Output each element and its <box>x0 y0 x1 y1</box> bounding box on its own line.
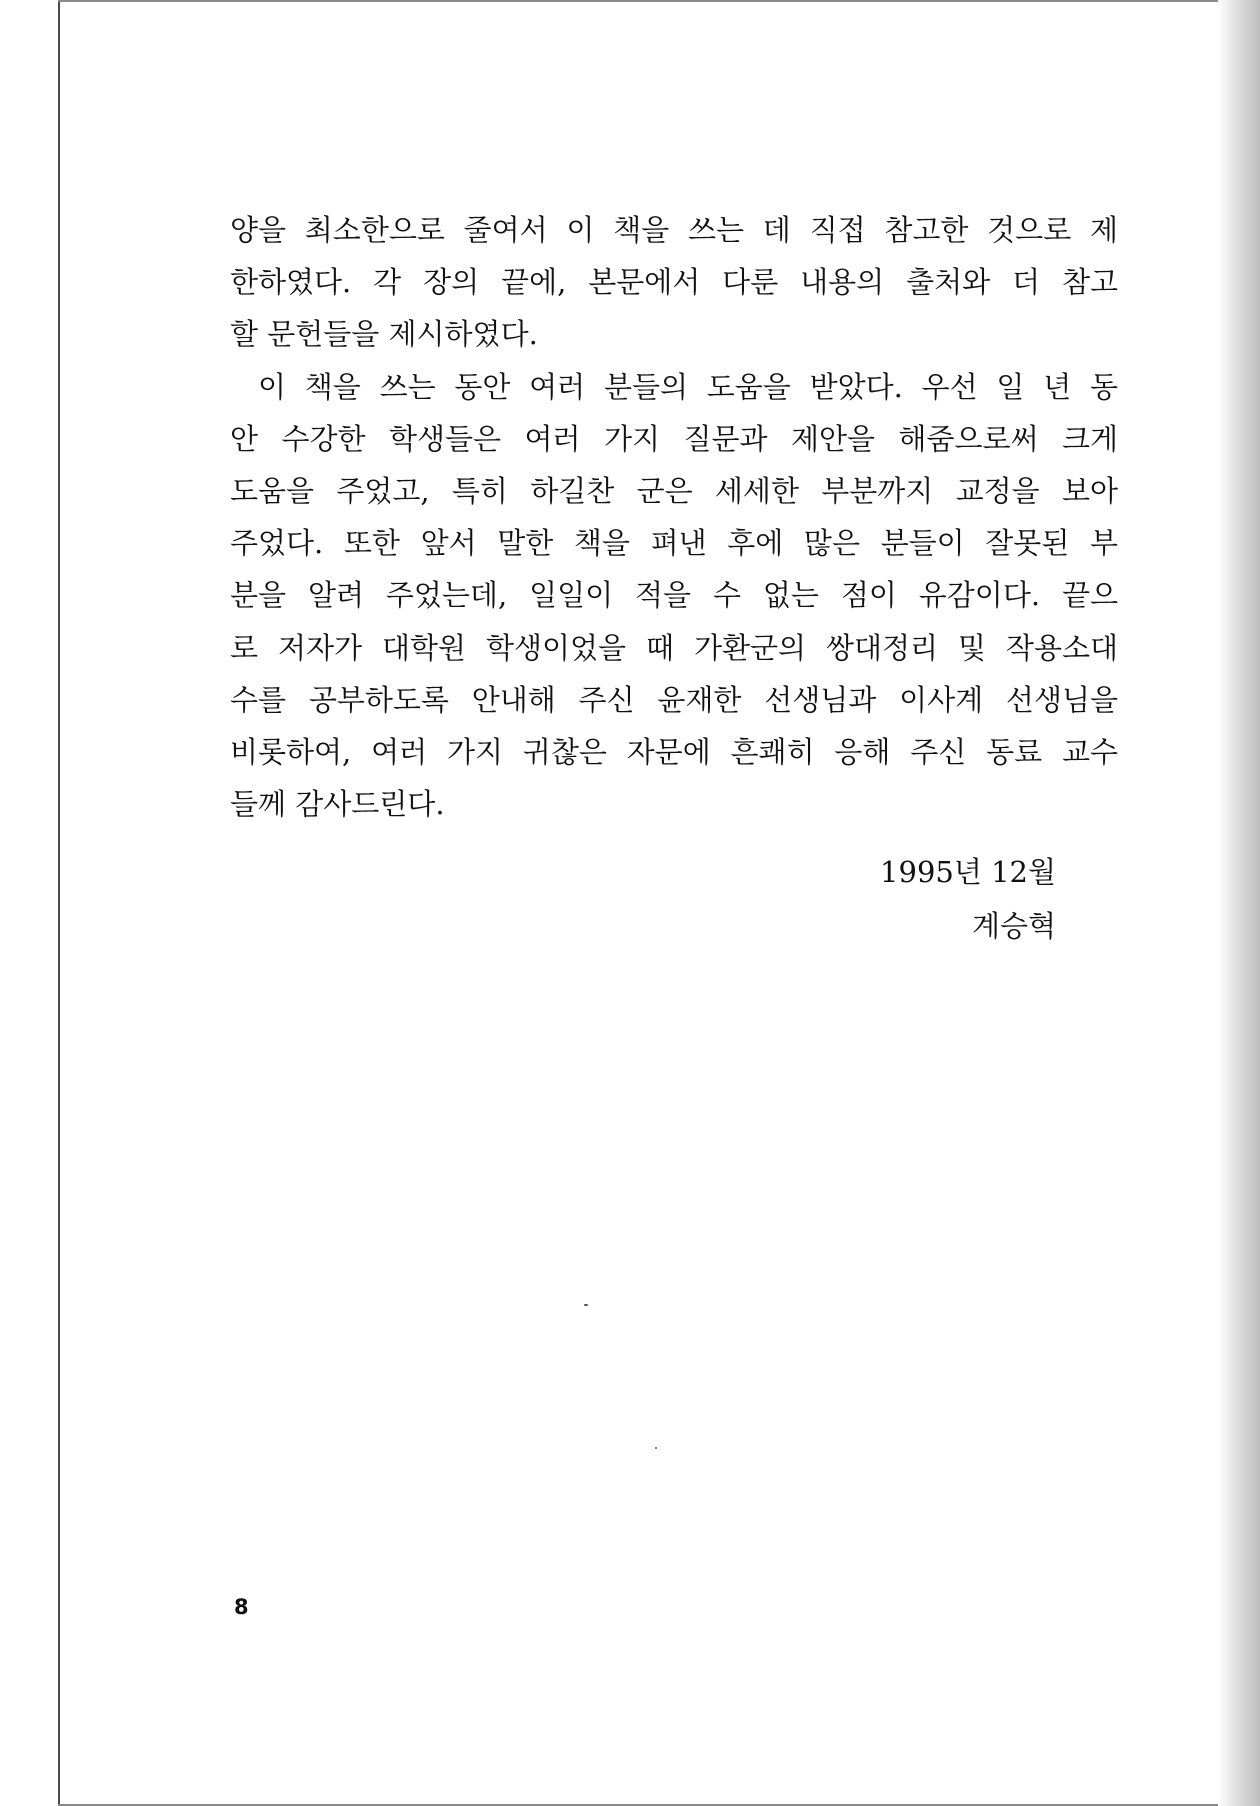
page-top-edge <box>58 0 1240 2</box>
body-line: 이 책을 쓰는 동안 여러 분들의 도움을 받았다. 우선 일 년 동 <box>258 369 1118 404</box>
body-line: 들께 감사드린다. <box>230 787 445 822</box>
body-line: 할 문헌들을 제시하였다. <box>230 317 538 352</box>
scan-speck <box>584 1304 588 1306</box>
body-line: 안 수강한 학생들은 여러 가지 질문과 제안을 해줌으로써 크게 <box>230 421 1118 456</box>
scan-speck <box>655 1447 657 1449</box>
body-line: 주었다. 또한 앞서 말한 책을 펴낸 후에 많은 분들이 잘못된 부 <box>230 526 1118 561</box>
body-line: 수를 공부하도록 안내해 주신 윤재한 선생님과 이사계 선생님을 <box>230 682 1118 717</box>
body-line: 분을 알려 주었는데, 일일이 적을 수 없는 점이 유감이다. 끝으 <box>230 578 1118 613</box>
body-line: 로 저자가 대학원 학생이었을 때 가환군의 쌍대정리 및 작용소대 <box>230 630 1118 665</box>
preface-body <box>230 204 1118 830</box>
page-left-edge <box>58 0 60 1806</box>
signoff-block <box>880 845 1056 953</box>
page-number: 8 <box>234 1595 249 1619</box>
body-line: 양을 최소한으로 줄여서 이 책을 쓰는 데 직접 참고한 것으로 제 <box>230 213 1118 247</box>
signoff-date: 1995년 12월 <box>880 855 1056 889</box>
binding-shadow <box>1218 0 1260 1806</box>
body-line: 도움을 주었고, 특히 하길찬 군은 세세한 부분까지 교정을 보아 <box>230 474 1118 509</box>
body-line: 한하였다. 각 장의 끝에, 본문에서 다룬 내용의 출처와 더 참고 <box>230 265 1118 300</box>
body-line: 비롯하여, 여러 가지 귀찮은 자문에 흔쾌히 응해 주신 동료 교수 <box>230 735 1118 770</box>
signoff-author: 계승혁 <box>971 909 1056 943</box>
